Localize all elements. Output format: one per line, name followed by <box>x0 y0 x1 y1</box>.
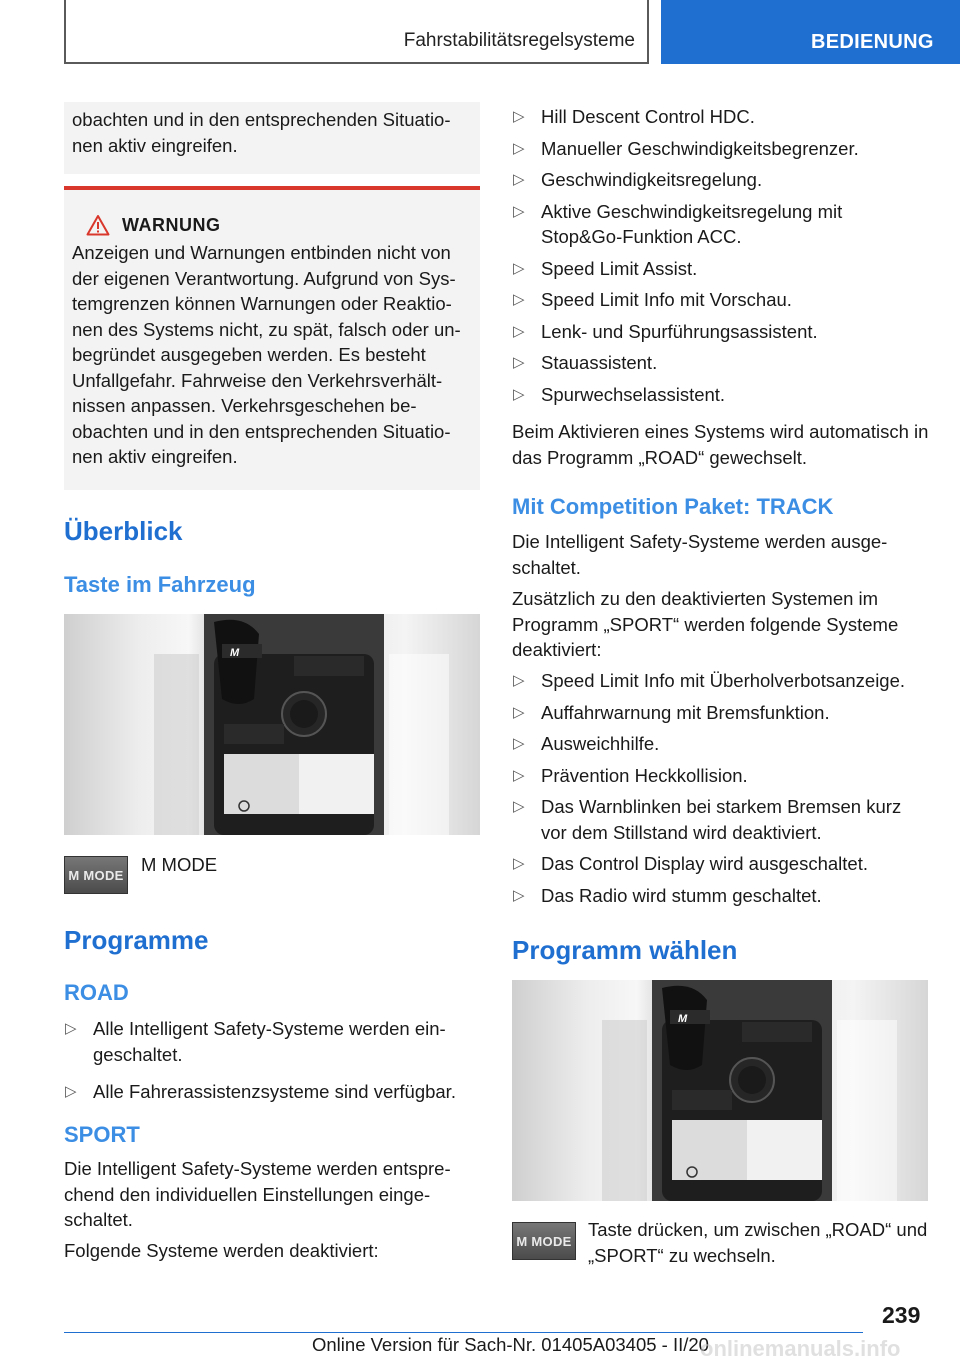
sport-list-item: ▷ Speed Limit Assist. <box>512 256 928 282</box>
track-text-additional: Zusätzlich zu den deaktivierten Systemen im Programm „SPORT“ werden folgende Systeme deaktiviert: <box>512 588 899 660</box>
sport-text: Die Intelligent Safety-Systeme werden entspre-chend den individuellen Einstellungen einge-schaltet. <box>64 1158 451 1230</box>
m-mode-button-icon: M MODE <box>512 1222 576 1260</box>
heading-select-program: Programm wählen <box>512 935 738 965</box>
heading-sport: SPORT <box>64 1122 140 1147</box>
center-console-photo-2 <box>512 980 928 1201</box>
header-section-title: Fahrstabilitätsregelsysteme <box>403 30 635 51</box>
track-list-item: ▷ Ausweichhilfe. <box>512 731 928 757</box>
m-mode-caption: M MODE <box>141 854 218 875</box>
track-list-item: ▷ Auffahrwarnung mit Bremsfunktion. <box>512 700 928 726</box>
svg-text:M: M <box>678 1013 688 1025</box>
sport-list-item: ▷ Speed Limit Info mit Vorschau. <box>512 287 928 313</box>
continued-warning-text: obachten und in den entsprechenden Situatio-nen aktiv eingreifen. <box>72 109 451 156</box>
track-list-item: ▷ Prävention Heckkollision. <box>512 763 928 789</box>
sport-list-item: ▷ Hill Descent Control HDC. <box>512 104 928 130</box>
header-section-box <box>64 0 649 64</box>
warning-box <box>64 186 480 490</box>
sport-list-item: ▷ Spurwechselassistent. <box>512 382 928 408</box>
sport-list-item: ▷ Geschwindigkeitsregelung. <box>512 167 928 193</box>
heading-road: ROAD <box>64 980 129 1005</box>
page-number: 239 <box>882 1302 921 1328</box>
sport-list-item: ▷ Manueller Geschwindigkeitsbegrenzer. <box>512 136 928 162</box>
warning-triangle-icon <box>86 214 110 236</box>
footer-online-version: Online Version für Sach-Nr. 01405A03405 - II/20 <box>312 1334 709 1355</box>
center-console-illustration <box>512 980 928 1201</box>
road-list-item: ▷ Alle Intelligent Safety-Systeme werden ein-geschaltet. <box>64 1016 480 1067</box>
center-console-photo <box>64 614 480 835</box>
warning-header <box>64 190 480 236</box>
heading-overview: Überblick <box>64 516 183 546</box>
track-deactivated-list <box>512 668 928 908</box>
continued-warning-note <box>64 102 480 174</box>
road-switch-text: Beim Aktivieren eines Systems wird automatisch in das Programm „ROAD“ gewechselt. <box>512 421 929 468</box>
header-chapter-tab <box>661 0 960 64</box>
track-list-item: ▷ Speed Limit Info mit Überholverbotsanzeige. <box>512 668 928 694</box>
heading-button-in-vehicle: Taste im Fahrzeug <box>64 572 256 597</box>
watermark: onlinemanuals.info <box>700 1336 901 1361</box>
center-console-illustration <box>64 614 480 835</box>
track-list-item: ▷ Das Control Display wird ausgeschaltet. <box>512 851 928 877</box>
track-list-item: ▷ Das Radio wird stumm geschaltet. <box>512 883 928 909</box>
heading-track: Mit Competition Paket: TRACK <box>512 494 834 519</box>
sport-text-deactivated: Folgende Systeme werden deaktiviert: <box>64 1240 379 1261</box>
track-list-item: ▷ Das Warnblinken bei starkem Bremsen kurz vor dem Stillstand wird deaktiviert. <box>512 794 928 845</box>
track-text: Die Intelligent Safety-Systeme werden ausge-schaltet. <box>512 531 888 578</box>
footer-rule <box>64 1332 863 1333</box>
sport-list-item: ▷ Stauassistent. <box>512 350 928 376</box>
header-chapter-label: BEDIENUNG <box>811 31 934 53</box>
warning-title: WARNUNG <box>122 214 221 235</box>
m-mode-button-icon: M MODE <box>64 856 128 894</box>
svg-text:M: M <box>230 647 240 659</box>
heading-programs: Programme <box>64 925 209 955</box>
road-list-item: ▷ Alle Fahrerassistenzsysteme sind verfügbar. <box>64 1079 480 1105</box>
select-program-caption: Taste drücken, um zwischen „ROAD“ und „SPORT“ zu wechseln. <box>588 1219 928 1266</box>
sport-deactivated-list <box>512 104 928 407</box>
warning-text: Anzeigen und Warnungen entbinden nicht von der eigenen Verantwortung. Aufgrund von Sys-temgrenzen können Warnungen oder Reaktio-nen des Systems nicht, zu spät, falsch oder un-begründet ausgegeben werden. Es besteht Unfallgefahr. Fahrweise den Verkehrsverhält-nissen anpassen. Verkehrsgeschehen be-obachten und in den entsprechenden Situatio-nen aktiv eingreifen. <box>72 242 461 467</box>
road-list <box>64 1016 480 1105</box>
sport-list-item: ▷ Lenk- und Spurführungsassistent. <box>512 319 928 345</box>
sport-list-item: ▷ Aktive Geschwindigkeitsregelung mit Stop&Go-Funktion ACC. <box>512 199 928 250</box>
